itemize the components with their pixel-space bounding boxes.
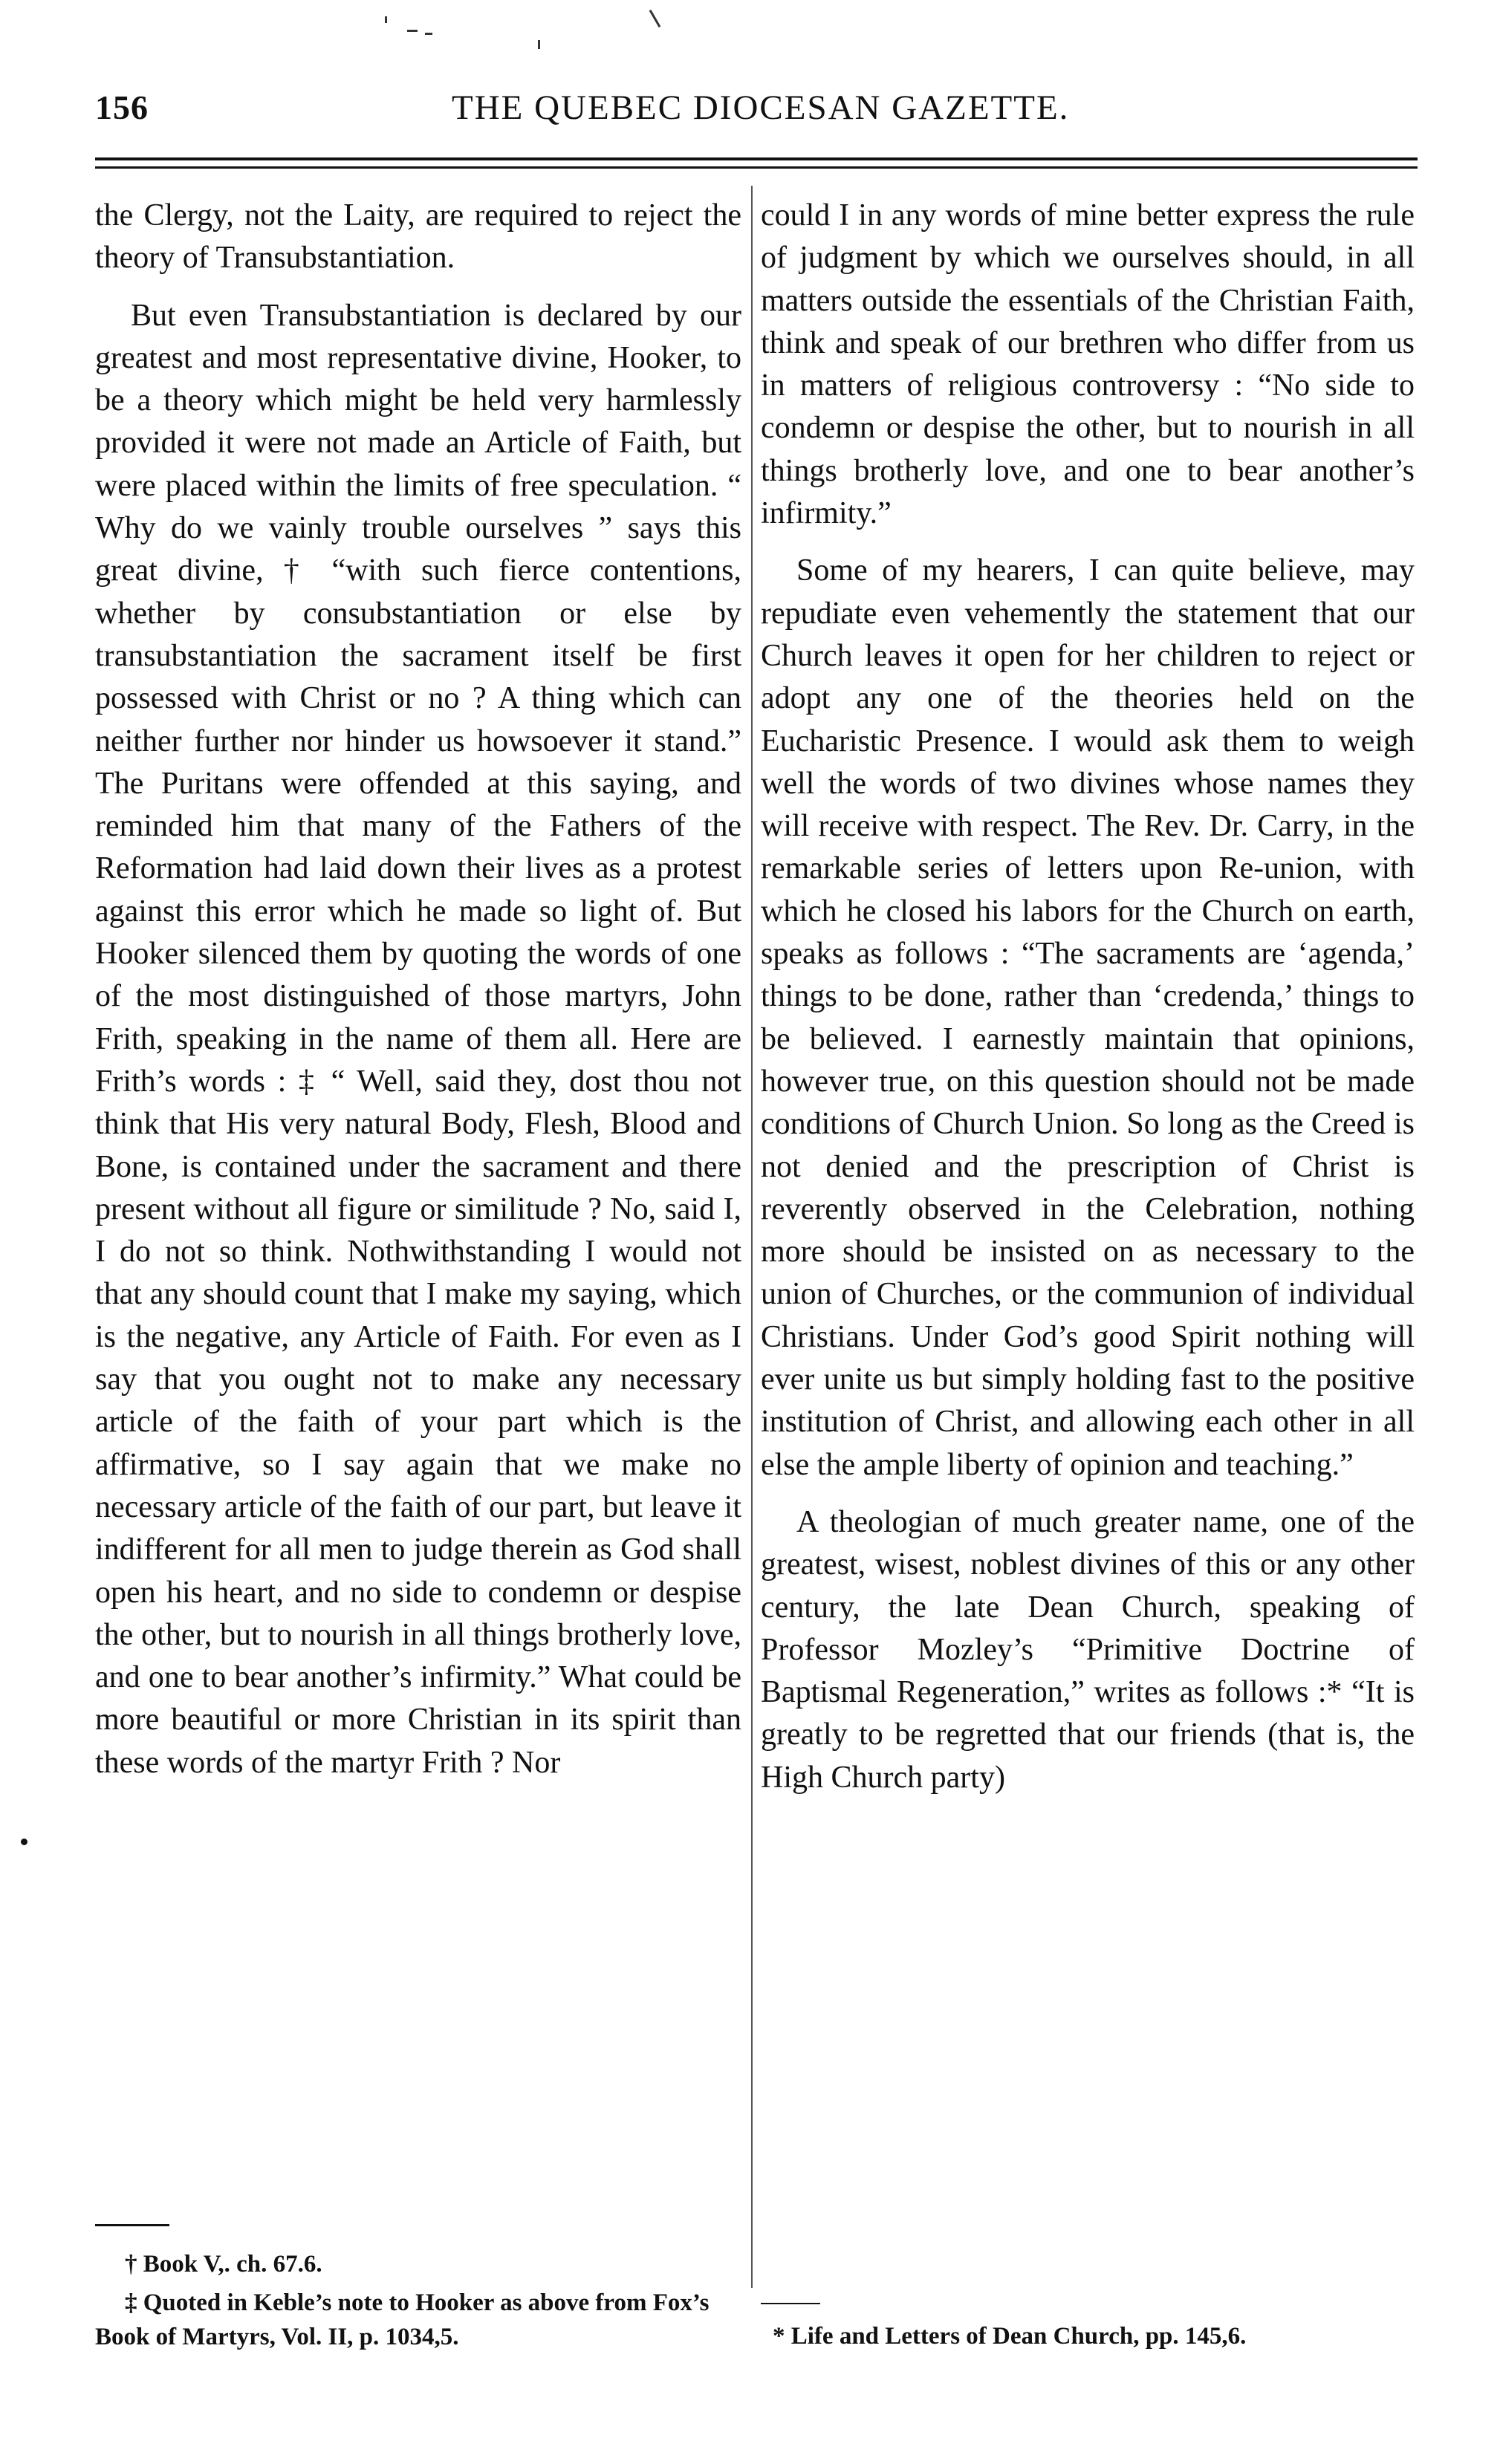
paragraph: Some of my hearers, I can quite believe, may repudiate even vehemently the statement that our Church leaves it open for her children to reject or adopt any one of the theories held on the Eucharistic Presence. I would ask them to weigh well the words of two divines whose names they will receive with respect. The Rev. Dr. Carry, in the remarkable series of letters upon Re-union, with which he closed his labors for the Church on earth, speaks as follows : “The sacraments are ‘agenda,’ things to be done, rather than ‘credenda,’ things to be believed. I earnestly maintain that opinions, however true, on this question should not be made conditions of Church Union. So long as the Creed is not denied and the prescription of Christ is reverently observed in the Celebration, nothing more should be insisted on as necessary to the union of Churches, or the communion of individual Christians. Under God’s good Spirit nothing will ever unite us but simply holding fast to the positive institution of Christ, and allowing each other in all else the ample liberty of opinion and teaching.” <box>761 553 1415 1482</box>
page-number: 156 <box>95 88 149 126</box>
running-title: THE QUEBEC DIOCESAN GAZETTE. <box>452 88 1070 127</box>
stray-ink-dot <box>21 1839 27 1845</box>
paragraph: But even Transubstantiation is declared by our greatest and most representative divine, Hooker, to be a theory which might be held very harmlessly provided it were not made an Article of Faith, but were placed within the limits of free speculation. “ Why do we vainly trouble ourselves ” says this great divine, † “with such fierce contentions, whether by consubstantiation or else by transubstantiation the sacrament itself be first possessed with Christ or no ? A thing which can neither further nor hinder us howsoever it stand.” The Puritans were offended at this saying, and reminded him that many of the Fathers of the Reformation had laid down their lives as a protest against this error which he made so light of. But Hooker silenced them by quoting the words of one of the most distinguished of those martyrs, John Frith, speaking in the name of them all. Here are Frith’s words : ‡ “ Well, said they, dost thou not think that His very natural Body, Flesh, Blood and Bone, is contained under the sacrament and there present without all figure or similitude ? No, said I, I do not so think. Nothwithstanding I would not that any should count that I make my saying, which is the negative, any Article of Faith. For even as I say that you ought not to make any necessary article of the faith of your part which is the affirmative, so I say again that we make no necessary article of the faith of our part, but leave it indifferent for all men to judge therein as God shall open his heart, and no side to condemn or despise the other, but to nourish in all things brotherly love, and one to bear another’s infirmity.” What could be more beautiful or more Christian in its spirit than these words of the martyr Frith ? Nor <box>95 298 741 1780</box>
column-divider <box>751 186 753 2288</box>
header-double-rule-bottom <box>95 166 1418 169</box>
print-mark <box>385 16 387 23</box>
paragraph: A theologian of much greater name, one of the greatest, wisest, noblest divines of this or any other century, the late Dean Church, speaking of Professor Mozley’s “Primitive Doctrine of Baptismal Regeneration,” writes as follows :* “It is greatly to be regretted that our friends (that is, the High Church party) <box>761 1504 1415 1795</box>
print-mark <box>649 10 661 27</box>
right-footnotes <box>773 2319 1412 2358</box>
left-footnotes <box>95 2247 741 2359</box>
footnote-rule <box>761 2303 820 2304</box>
footnote: ‡ Quoted in Keble’s note to Hooker as above from Fox’s Book of Martyrs, Vol. II, p. 1034,5. <box>95 2289 710 2350</box>
print-mark <box>425 33 432 35</box>
right-column <box>761 195 1415 1799</box>
print-mark <box>407 30 418 32</box>
page-header <box>95 88 1418 140</box>
paragraph: could I in any words of mine better express the rule of judgment by which we ourselves should, in all matters outside the essentials of the Christian Faith, think and speak of our brethren who differ from us in matters of religious controversy : “No side to condemn or despise the other, but to nourish in all things brotherly love, and one to bear another’s infirmity.” <box>761 198 1415 531</box>
print-mark <box>538 40 540 49</box>
header-double-rule-top <box>95 157 1418 160</box>
footnote: † Book V,. ch. 67.6. <box>125 2251 322 2278</box>
left-column <box>95 195 741 1784</box>
paragraph: the Clergy, not the Laity, are required to reject the theory of Transubstantiation. <box>95 198 741 276</box>
footnote: * Life and Letters of Dean Church, pp. 145,6. <box>773 2323 1247 2350</box>
footnote-rule <box>95 2224 169 2226</box>
